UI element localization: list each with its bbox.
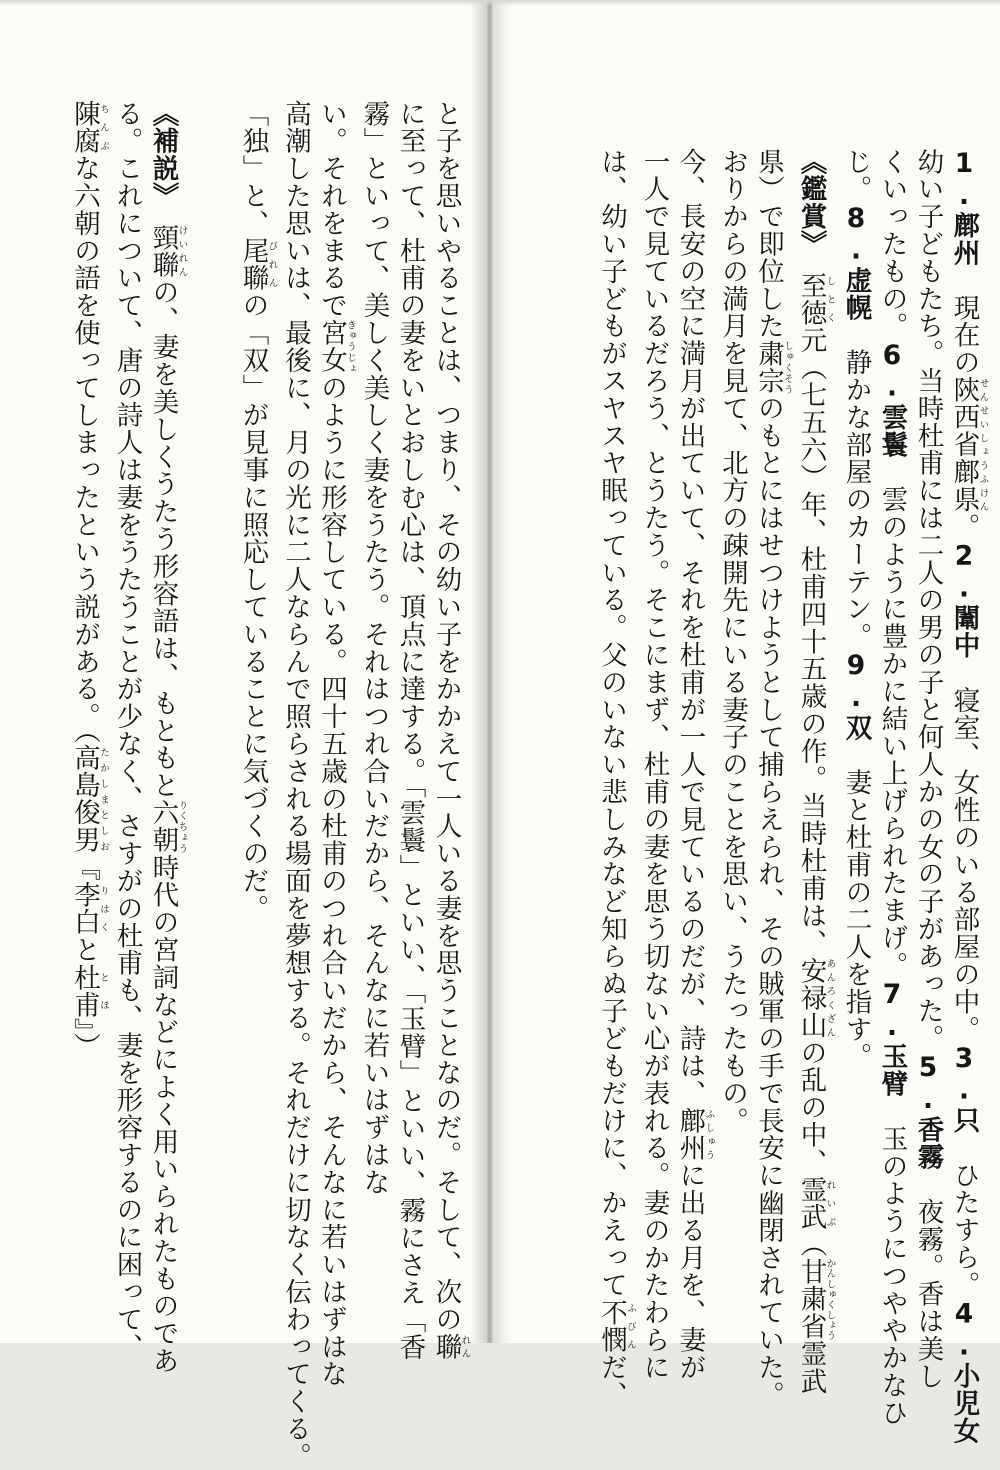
ruby-base: 陳腐 bbox=[69, 100, 100, 155]
ruby-base: 杜甫 bbox=[69, 963, 100, 1019]
text-segment: 静かな部屋のカーテン。 bbox=[840, 321, 872, 651]
ruby-base: 陝西省鄜県 bbox=[948, 376, 980, 514]
text-line bbox=[277, 100, 313, 1470]
text-segment: 高潮した思いは、最後に、月の光に二人ならんで照らされる場面を夢想する。それだけに切なく伝わってくる。 bbox=[280, 100, 311, 1470]
text-segment: に至って、杜甫の妻をいとおしむ心は、頂点に達する。「雲鬟」といい、「玉臂」といい、霧にさえ「香 bbox=[394, 100, 426, 1362]
ruby-base: 頸聯 bbox=[147, 223, 179, 279]
ruby-base: 鄜州 bbox=[674, 1107, 706, 1162]
ruby-reading: せんせいしょうふけん bbox=[977, 376, 989, 514]
text-segment: 現在の bbox=[948, 266, 980, 377]
bold-heading: 5.香霧 bbox=[912, 1052, 944, 1171]
hosetsu-section bbox=[42, 100, 188, 1375]
text-segment: る。これについて、唐の詩人は妻をうたうことが少なく、さすがの杜甫も、妻を形容するのに困って、 bbox=[111, 100, 143, 1361]
text-segment bbox=[796, 244, 827, 271]
text-segment: 『 bbox=[69, 853, 100, 882]
text-segment: は、幼い子どもがスヤスヤ眠っている。父のいない悲しみなど知らぬ子どもだけに、かえって bbox=[596, 148, 627, 1299]
ruby-term bbox=[69, 100, 109, 155]
ruby-base: 聯 bbox=[430, 1333, 462, 1361]
ruby-term bbox=[795, 1175, 836, 1231]
text-segment: （ bbox=[795, 1230, 827, 1259]
text-segment: な六朝の語を使ってしまったという説がある。（ bbox=[69, 154, 100, 745]
text-segment: だ、 bbox=[596, 1353, 627, 1409]
text-segment: 雲のように豊かに結い上げられたまげ。 bbox=[876, 458, 908, 980]
bold-heading: 3.只 bbox=[948, 1042, 980, 1135]
text-line bbox=[672, 148, 715, 1382]
text-segment: の「双」が見事に照応していることに気づくのだ。 bbox=[237, 291, 269, 923]
ruby-base: 安禄山 bbox=[795, 956, 827, 1039]
ruby-reading: れん bbox=[459, 1333, 471, 1361]
text-line bbox=[109, 100, 145, 1361]
bold-heading: 6.雲鬟 bbox=[876, 339, 908, 459]
ruby-term bbox=[795, 1258, 836, 1341]
ruby-term bbox=[795, 271, 836, 327]
text-segment: 県）で即位した bbox=[753, 148, 784, 340]
kansho-section bbox=[583, 148, 836, 1409]
ruby-reading: ふしゅう bbox=[703, 1107, 715, 1162]
kansho-continuation-section bbox=[200, 100, 471, 1470]
text-segment bbox=[148, 196, 179, 223]
text-segment: に出る月を、妻が bbox=[674, 1161, 706, 1382]
text-segment: 』） bbox=[69, 1018, 100, 1060]
ruby-reading: しとく bbox=[824, 271, 836, 327]
ruby-base: 至徳 bbox=[795, 271, 827, 327]
text-segment: 一人で見ているだろう、とうたう。そこにまず、杜甫の妻を思う切ない心が表れる。妻のかたわらに bbox=[638, 148, 670, 1381]
text-segment: 時代の宮詞などによく用いられたものであ bbox=[147, 854, 179, 1375]
bold-heading: 9.双 bbox=[840, 650, 872, 742]
ruby-reading: ちんぷ bbox=[98, 100, 109, 155]
bold-heading: 4.小児女 bbox=[948, 1298, 980, 1445]
ruby-term bbox=[147, 223, 188, 279]
footnotes-section bbox=[840, 148, 989, 1445]
ruby-base: 尾聯 bbox=[237, 237, 269, 292]
text-line bbox=[428, 100, 471, 1361]
bold-heading: 2.闈中 bbox=[948, 540, 980, 660]
ruby-term bbox=[948, 376, 989, 514]
ruby-reading: しゅくそう bbox=[782, 339, 793, 395]
ruby-reading: きゅうじょ bbox=[345, 319, 356, 374]
text-segment: の乱の中、 bbox=[795, 1038, 827, 1176]
page-top-edge bbox=[0, 0, 1000, 6]
text-segment: い。それをまるで bbox=[316, 100, 347, 320]
ruby-base: 霊武 bbox=[795, 1175, 827, 1231]
ruby-reading: けいれん bbox=[176, 223, 188, 279]
ruby-term bbox=[237, 237, 278, 292]
ruby-term bbox=[795, 956, 836, 1039]
bold-heading: 8.虚幌 bbox=[840, 202, 872, 322]
ruby-term bbox=[316, 319, 356, 375]
text-line bbox=[66, 100, 109, 1330]
ruby-term bbox=[69, 881, 109, 937]
bold-heading: 《補説》 bbox=[147, 100, 179, 197]
text-segment: 幼い子どもたち。当時杜甫には二人の男の子と何人かの女の子があった。 bbox=[912, 148, 944, 1053]
text-segment: のもとにはせつけようとして捕らえられ、その賊軍の手で長安に幽閉されていた。 bbox=[753, 394, 784, 1409]
text-line bbox=[750, 148, 793, 1409]
text-segment: の、妻を美しくうたう形容語は、もともと bbox=[147, 278, 179, 800]
text-segment: 寝室、女性のいる部屋の中。 bbox=[948, 659, 980, 1043]
text-segment: のように形容している。四十五歳の杜甫のつれ合いだから、そんなに若いはずはな bbox=[316, 374, 347, 1388]
text-segment: じ。 bbox=[840, 148, 872, 203]
text-segment: 夜霧。香は美し bbox=[912, 1170, 944, 1391]
text-line bbox=[946, 148, 989, 1445]
ruby-term bbox=[674, 1107, 715, 1162]
book-spine-shadow bbox=[470, 0, 510, 1343]
text-line bbox=[910, 148, 946, 1391]
text-segment: 。 bbox=[948, 513, 980, 541]
text-segment: おりからの満月を見て、北方の疎開先にいる妻子のことを思い、うたったもの。 bbox=[717, 148, 748, 1135]
text-line bbox=[593, 148, 636, 1409]
text-line bbox=[356, 100, 392, 1330]
ruby-base: 不憫 bbox=[596, 1298, 627, 1354]
text-line bbox=[714, 148, 750, 1328]
ruby-reading: ふびん bbox=[625, 1298, 636, 1354]
text-line bbox=[838, 148, 874, 1328]
ruby-base: 粛宗 bbox=[753, 339, 784, 395]
ruby-reading: かんしゅくしょう bbox=[824, 1258, 836, 1341]
text-segment: 霧」といって、美しく美しく妻をうたう。それはつれ合いだから、そんなに若いはずはな bbox=[358, 100, 390, 1196]
ruby-reading: りくちょう bbox=[176, 799, 188, 854]
ruby-term bbox=[430, 1333, 471, 1361]
bold-heading: 7.玉臂 bbox=[876, 979, 908, 1098]
text-line bbox=[313, 100, 356, 1388]
ruby-reading: とほ bbox=[98, 963, 109, 1019]
text-segment: 霊武 bbox=[795, 1340, 827, 1396]
ruby-term bbox=[753, 339, 793, 395]
ruby-base: 六朝 bbox=[147, 799, 179, 854]
bold-heading: 《鑑賞》 bbox=[795, 148, 827, 245]
text-segment: 元（七五六）年、杜甫四十五歳の作。当時杜甫は、 bbox=[795, 326, 827, 957]
text-line bbox=[874, 148, 910, 1427]
ruby-term bbox=[147, 799, 188, 854]
text-segment: 玉のようにつややかなひ bbox=[876, 1097, 908, 1427]
ruby-reading: びれん bbox=[266, 237, 278, 292]
text-line bbox=[145, 100, 188, 1375]
text-line bbox=[636, 148, 672, 1381]
text-segment: 妻と杜甫の二人を指す。 bbox=[840, 741, 872, 1071]
ruby-reading: りはく bbox=[98, 881, 109, 937]
ruby-term bbox=[69, 963, 109, 1019]
text-segment: ひたすら。 bbox=[948, 1134, 980, 1299]
ruby-term bbox=[596, 1298, 636, 1354]
text-segment: 「独」と、 bbox=[237, 100, 269, 237]
text-segment: 今、長安の空に満月が出ていて、それを杜甫が一人で見ているのだが、詩は、 bbox=[674, 148, 706, 1107]
bold-heading: 1.鄜州 bbox=[948, 148, 980, 267]
text-line bbox=[793, 148, 836, 1396]
ruby-term bbox=[69, 744, 109, 854]
ruby-reading: れいぶ bbox=[824, 1175, 836, 1231]
ruby-base: 甘粛省 bbox=[795, 1258, 827, 1341]
text-segment: と子を思いやることは、つまり、その幼い子をかかえて一人いる妻を思うことなのだ。そして、次の bbox=[430, 100, 462, 1333]
ruby-base: 高島俊男 bbox=[69, 744, 100, 854]
ruby-base: 李白 bbox=[69, 881, 100, 937]
ruby-base: 宮女 bbox=[316, 319, 347, 375]
ruby-reading: あんろくざん bbox=[824, 956, 836, 1039]
text-line bbox=[392, 100, 428, 1362]
text-segment: くいったもの。 bbox=[876, 148, 908, 340]
text-segment: と bbox=[69, 936, 100, 964]
text-line bbox=[235, 100, 278, 1330]
ruby-reading: たかしまとしお bbox=[98, 744, 109, 854]
